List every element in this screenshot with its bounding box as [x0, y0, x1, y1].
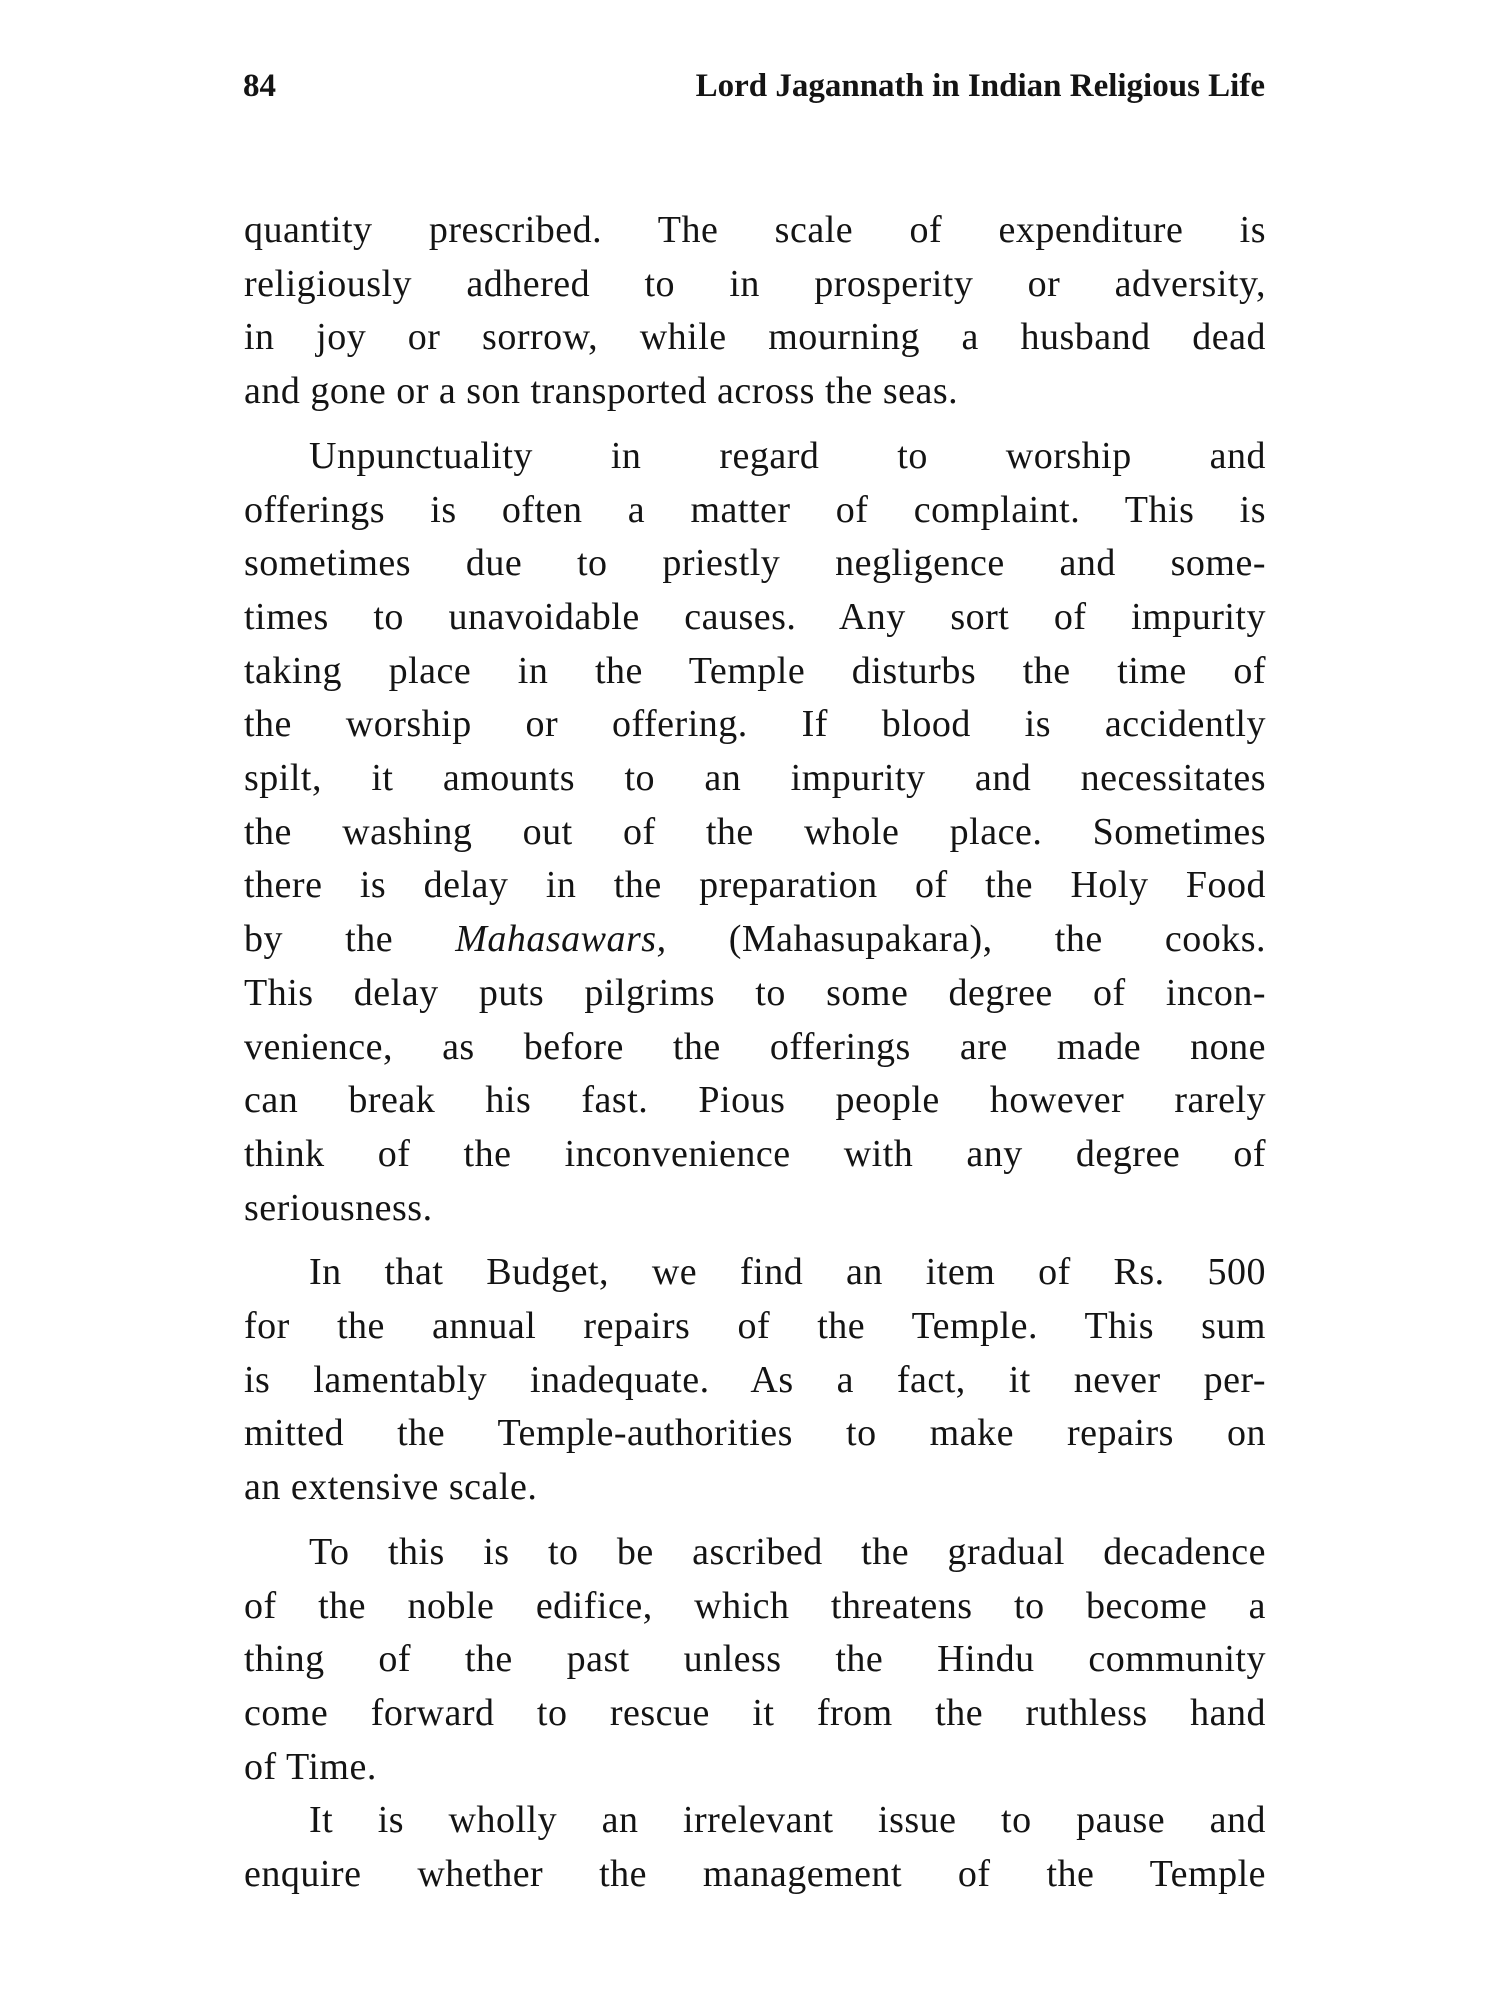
paragraph-3: [244, 1246, 1266, 1515]
text-line: spilt, it amounts to an impurity and necessitates: [244, 757, 1266, 800]
text-line: the washing out of the whole place. Sometimes: [244, 810, 1266, 853]
text-line: in joy or sorrow, while mourning a husband dead: [244, 316, 1266, 359]
body-text: [244, 204, 1266, 1902]
text-line: venience, as before the offerings are made none: [244, 1025, 1266, 1068]
text-line: sometimes due to priestly negligence and some-: [244, 542, 1266, 585]
text-line: is lamentably inadequate. As a fact, it never per-: [244, 1358, 1266, 1401]
text-line: taking place in the Temple disturbs the time of: [244, 649, 1266, 692]
page-header: [243, 68, 1265, 118]
page-number: 84: [243, 68, 276, 104]
paragraph-2: [244, 430, 1266, 1236]
text-line-with-italic: [244, 913, 1266, 967]
text-line: In that Budget, we find an item of Rs. 500: [309, 1251, 1266, 1294]
text-line: of the noble edifice, which threatens to become a: [244, 1584, 1266, 1627]
text-line: To this is to be ascribed the gradual decadence: [309, 1530, 1266, 1573]
text-line: thing of the past unless the Hindu community: [244, 1638, 1266, 1681]
text-line: Unpunctuality in regard to worship and: [309, 434, 1266, 477]
paragraph-4: [244, 1526, 1266, 1795]
text-line: This delay puts pilgrims to some degree of incon-: [244, 971, 1266, 1014]
text-line: mitted the Temple-authorities to make repairs on: [244, 1412, 1266, 1455]
text-line: It is wholly an irrelevant issue to pause and: [309, 1799, 1266, 1842]
text-line: enquire whether the management of the Temple: [244, 1853, 1266, 1896]
running-title: Lord Jagannath in Indian Religious Life: [695, 68, 1265, 104]
text-line: an extensive scale.: [244, 1466, 538, 1509]
text-line: there is delay in the preparation of the Holy Food: [244, 864, 1266, 907]
text-line: quantity prescribed. The scale of expenditure is: [244, 209, 1266, 251]
text-line: times to unavoidable causes. Any sort of impurity: [244, 595, 1266, 638]
text-line: religiously adhered to in prosperity or adversity,: [244, 262, 1266, 305]
text-line: come forward to rescue it from the ruthless hand: [244, 1691, 1266, 1734]
text-line: and gone or a son transported across the seas.: [244, 370, 959, 413]
text-line: for the annual repairs of the Temple. This sum: [244, 1305, 1266, 1348]
paragraph-1: [244, 204, 1266, 419]
text-line: of Time.: [244, 1745, 377, 1788]
text-fragment: (Mahasupakara), the cooks.: [666, 918, 1266, 961]
text-fragment: by the: [244, 918, 456, 961]
italic-term: Mahasawars,: [455, 918, 667, 961]
text-line: the worship or offering. If blood is accidently: [244, 703, 1266, 746]
text-line: think of the inconvenience with any degree of: [244, 1132, 1266, 1175]
text-line: can break his fast. Pious people however rarely: [244, 1079, 1266, 1122]
text-line: offerings is often a matter of complaint. This is: [244, 488, 1266, 531]
text-line: seriousness.: [244, 1186, 433, 1229]
paragraph-5: [244, 1794, 1266, 1901]
